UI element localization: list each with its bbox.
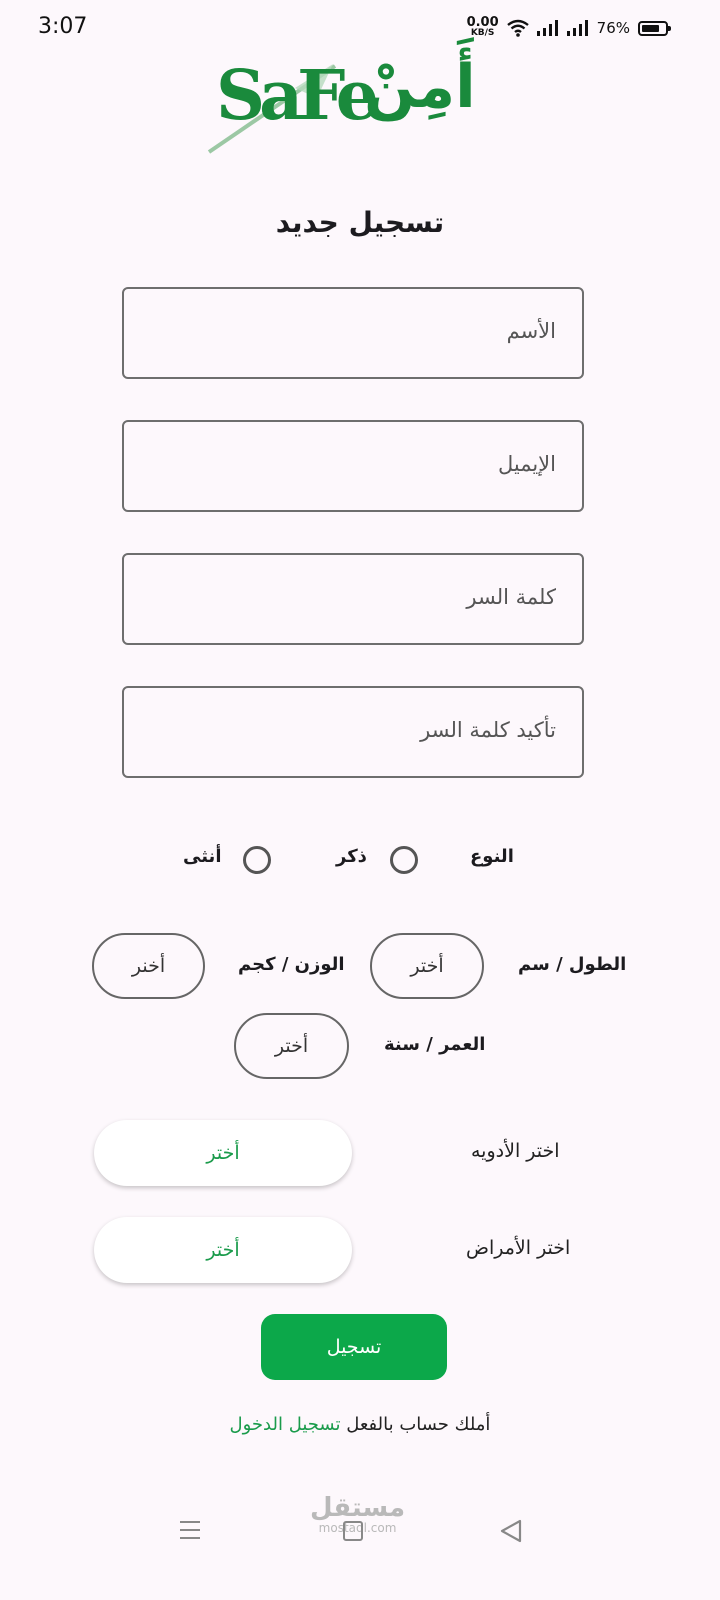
logo-arabic-text: أَمِنْ bbox=[364, 52, 476, 122]
home-nav-icon[interactable] bbox=[343, 1521, 363, 1541]
network-speed-value: 0.00 bbox=[466, 15, 499, 30]
weight-label: الوزن / كجم bbox=[238, 954, 345, 975]
back-nav-icon[interactable] bbox=[498, 1518, 524, 1544]
weight-select-button[interactable]: أخنر bbox=[92, 933, 205, 999]
email-field[interactable] bbox=[122, 420, 584, 512]
email-placeholder: الإيميل bbox=[497, 452, 556, 476]
network-speed bbox=[466, 15, 499, 38]
battery-percent: 76% bbox=[596, 19, 630, 37]
name-field[interactable] bbox=[122, 287, 584, 379]
height-select-button[interactable]: أختر bbox=[370, 933, 484, 999]
male-radio[interactable] bbox=[390, 846, 418, 874]
register-button[interactable]: تسجيل bbox=[261, 1314, 447, 1380]
signal-icon-sim1 bbox=[537, 20, 559, 36]
signal-icon-sim2 bbox=[567, 20, 589, 36]
network-speed-unit: KB/S bbox=[470, 28, 495, 38]
watermark-latin: mostaql.com bbox=[318, 1521, 397, 1535]
diseases-select-button[interactable]: أختر bbox=[94, 1217, 352, 1283]
name-placeholder: الأسم bbox=[506, 319, 556, 343]
confirm-password-placeholder: تأكيد كلمة السر bbox=[420, 718, 556, 742]
password-field[interactable] bbox=[122, 553, 584, 645]
login-prompt-text: أملك حساب بالفعل bbox=[346, 1414, 491, 1435]
status-time: 3:07 bbox=[38, 14, 88, 39]
age-select-button[interactable]: أختر bbox=[234, 1013, 349, 1079]
female-radio[interactable] bbox=[243, 846, 271, 874]
medicines-select-button[interactable]: أختر bbox=[94, 1120, 352, 1186]
login-link[interactable]: تسجيل الدخول bbox=[229, 1414, 341, 1435]
watermark-arabic: مستقل bbox=[310, 1493, 406, 1523]
female-label[interactable]: أنثى bbox=[183, 846, 222, 867]
wifi-icon bbox=[507, 19, 529, 37]
age-label: العمر / سنة bbox=[384, 1034, 486, 1055]
battery-icon bbox=[638, 21, 668, 36]
confirm-password-field[interactable] bbox=[122, 686, 584, 778]
status-icons bbox=[466, 15, 668, 38]
password-placeholder: كلمة السر bbox=[466, 585, 556, 609]
gender-label: النوع bbox=[470, 846, 514, 867]
diseases-label: اختر الأمراض bbox=[466, 1237, 571, 1259]
logo-latin-text: SaFe bbox=[216, 56, 373, 136]
male-label[interactable]: ذكر bbox=[336, 846, 367, 867]
medicines-label: اختر الأدويه bbox=[471, 1140, 560, 1162]
page-title: تسجيل جديد bbox=[275, 206, 445, 239]
login-prompt bbox=[0, 1414, 720, 1435]
menu-nav-icon[interactable] bbox=[180, 1521, 200, 1545]
height-label: الطول / سم bbox=[518, 954, 627, 975]
